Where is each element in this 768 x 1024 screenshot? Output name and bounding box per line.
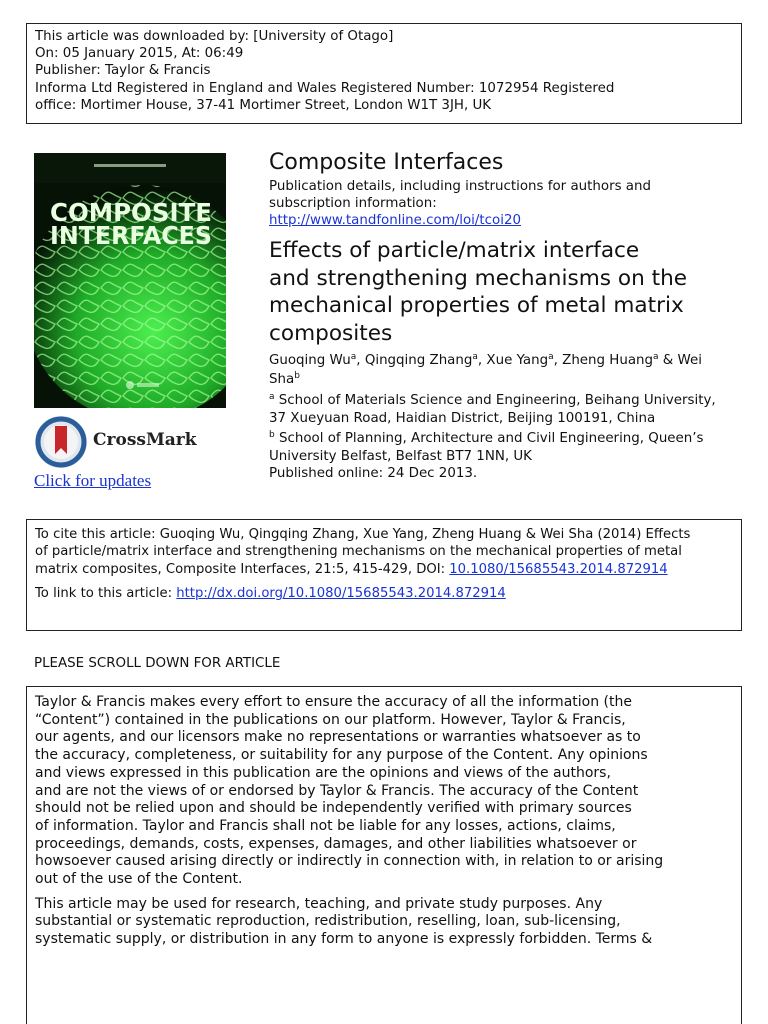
disclaimer-line: systematic supply, or distribution in any form to anyone is expressly forbidden. Terms & <box>35 931 653 948</box>
article-header <box>269 148 744 483</box>
download-notice-line: office: Mortimer House, 37-41 Mortimer Street, London W1T 3JH, UK <box>35 97 492 113</box>
disclaimer-paragraph <box>35 896 733 949</box>
article-title-line: composites <box>269 320 393 346</box>
journal-cover-image[interactable] <box>34 153 226 408</box>
cover-artwork <box>34 153 226 408</box>
citation-box <box>26 519 742 631</box>
disclaimer-line: should not be relied upon and should be independently verified with primary sources <box>35 800 632 817</box>
disclaimer-paragraph <box>35 694 733 889</box>
crossmark-badge[interactable] <box>33 414 213 470</box>
author-affiliation-mark: a <box>653 352 659 362</box>
author-name: Zheng Huang <box>562 353 654 368</box>
crossmark-label: CrossMark <box>93 430 197 450</box>
article-title <box>269 237 744 347</box>
affiliation-text: University Belfast, Belfast BT7 1NN, UK <box>269 448 532 464</box>
download-notice-line: Informa Ltd Registered in England and Wales Registered Number: 1072954 Registered <box>35 80 615 96</box>
affiliation-a <box>269 392 744 427</box>
author-name: Sha <box>269 372 295 387</box>
publication-details: Publication details, including instructions for authors and <box>269 179 651 194</box>
disclaimer-line: the accuracy, completeness, or suitability for any purpose of the Content. Any opinions <box>35 747 648 764</box>
author-name: Guoqing Wu <box>269 353 351 368</box>
article-title-line: Effects of particle/matrix interface <box>269 238 640 263</box>
author-affiliation-mark: a <box>350 352 357 362</box>
publication-details: subscription information: <box>269 196 437 211</box>
author-affiliation-mark: a <box>472 352 478 362</box>
doi-link[interactable]: 10.1080/15685543.2014.872914 <box>449 561 668 577</box>
journal-title: Composite Interfaces <box>269 150 504 175</box>
journal-url-link[interactable]: http://www.tandfonline.com/loi/tcoi20 <box>269 213 521 228</box>
affiliation-mark: a <box>269 392 275 402</box>
disclaimer-line: of information. Taylor and Francis shall not be liable for any losses, actions, claims, <box>35 817 616 834</box>
disclaimer-line: our agents, and our licensors make no representations or warranties whatsoever as to <box>35 729 641 746</box>
article-doi-url-link[interactable]: http://dx.doi.org/10.1080/15685543.2014.872914 <box>176 586 506 602</box>
author-name: Qingqing Zhang <box>364 353 473 368</box>
author-name: Xue Yang <box>486 353 549 368</box>
author-list <box>269 351 744 389</box>
disclaimer-line: and are not the views of or endorsed by Taylor & Francis. The accuracy of the Content <box>35 782 639 799</box>
link-label: To link to this article: <box>35 586 177 602</box>
affiliation-text: 37 Xueyuan Road, Haidian District, Beijing 100191, China <box>269 410 656 426</box>
disclaimer-line: This article may be used for research, teaching, and private study purposes. Any <box>35 895 603 912</box>
disclaimer-line: Taylor & Francis makes every effort to ensure the accuracy of all the information (the <box>35 694 632 710</box>
author-line <box>269 351 744 370</box>
author-affiliation-mark: b <box>294 371 300 381</box>
author-separator: , <box>477 353 487 368</box>
disclaimer-line: howsoever caused arising directly or indirectly in connection with, in relation to or arising <box>35 853 664 870</box>
disclaimer-line: proceedings, demands, costs, expenses, damages, and other liabilities whatsoever or <box>35 835 637 852</box>
crossmark-icon <box>33 414 89 474</box>
affiliation-text: School of Materials Science and Engineering, Beihang University, <box>278 393 716 408</box>
download-notice-box <box>26 23 742 124</box>
download-notice-line: This article was downloaded by: [University of Otago] <box>35 29 394 44</box>
disclaimer-line: substantial or systematic reproduction, redistribution, reselling, loan, sub-licensing, <box>35 913 621 930</box>
citation-text: of particle/matrix interface and strengthening mechanisms on the mechanical properties of metal <box>35 544 682 560</box>
author-separator: , <box>356 353 365 368</box>
affiliation-text: School of Planning, Architecture and Civil Engineering, Queen’s <box>278 431 704 447</box>
citation-text: matrix composites, Composite Interfaces, 21:5, 415-429, DOI: <box>35 561 450 577</box>
cover-title-line1: COMPOSITE <box>50 198 212 227</box>
author-affiliation-mark: a <box>548 352 554 362</box>
citation-text: To cite this article: Guoqing Wu, Qingqing Zhang, Xue Yang, Zheng Huang & Wei Sha (2014) Effects <box>35 527 691 542</box>
author-line <box>269 370 744 389</box>
published-date: Published online: 24 Dec 2013. <box>269 466 478 482</box>
affiliation-b <box>269 430 744 483</box>
article-title-line: mechanical properties of metal matrix <box>269 293 684 318</box>
disclaimer-line: and views expressed in this publication are the opinions and views of the authors, <box>35 764 611 781</box>
author-separator: & Wei <box>658 353 702 368</box>
cover-title-line2: INTERFACES <box>50 221 212 250</box>
download-notice-line: Publisher: Taylor & Francis <box>35 63 211 79</box>
affiliation-mark: b <box>269 430 275 441</box>
disclaimer-box <box>26 686 742 1024</box>
article-title-line: and strengthening mechanisms on the <box>269 265 688 291</box>
disclaimer-line: out of the use of the Content. <box>35 871 243 888</box>
scroll-down-notice: PLEASE SCROLL DOWN FOR ARTICLE <box>34 656 281 671</box>
disclaimer-line: “Content”) contained in the publications on our platform. However, Taylor & Francis, <box>35 711 626 728</box>
click-for-updates-link[interactable]: Click for updates <box>34 471 152 490</box>
download-notice-line: On: 05 January 2015, At: 06:49 <box>35 46 244 62</box>
author-separator: , <box>553 353 563 368</box>
